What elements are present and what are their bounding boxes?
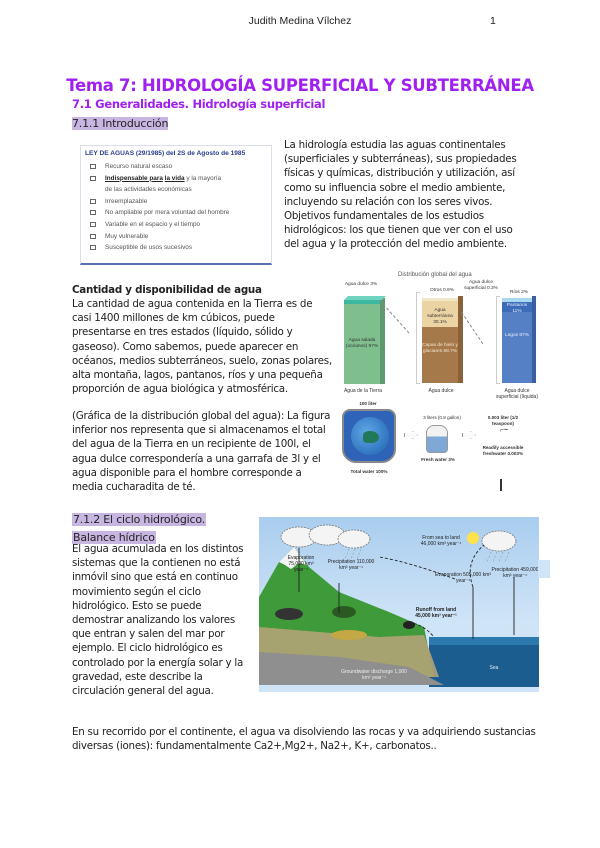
bar2-glaciares-segment — [422, 327, 458, 383]
bar3-bracket — [496, 296, 500, 384]
law-item: Susceptible de usos sucesivos — [85, 242, 267, 254]
jug-caption: Fresh water 3% — [421, 457, 455, 462]
checkbox-bullet-icon — [90, 176, 96, 181]
law-box-list — [85, 161, 267, 254]
bar1-side — [380, 298, 385, 384]
checkbox-bullet-icon — [90, 222, 96, 227]
figure-edge-tab — [538, 560, 550, 578]
law-item: Irreemplazable — [85, 196, 267, 208]
bar3-lagos-segment — [502, 312, 532, 383]
water-distribution-figure — [338, 268, 538, 500]
bar2-top-label: Otros 0.9% — [430, 288, 454, 293]
checkbox-bullet-icon — [90, 234, 96, 239]
precipitation-land-label: Precipitation 110,000 km³ year⁻¹ — [327, 559, 375, 571]
checkbox-bullet-icon — [90, 164, 96, 169]
bar3-lagos-label: Lagos 87% — [504, 333, 529, 338]
law-item-tail: y la mayoría — [184, 174, 222, 182]
hydrologic-cycle-figure — [259, 517, 539, 692]
bar3-pantanos-label: Pantanos 11% — [506, 303, 528, 314]
header-author: Judith Medina Vílchez — [248, 15, 352, 27]
bar1-top-label: Agua dulce 3% — [344, 282, 378, 287]
checkbox-bullet-icon — [90, 210, 96, 215]
cantidad-paragraph: La cantidad de agua contenida en la Tierra es de casi 1400 millones de km cúbicos, puede presentarse en tres estados (líquido, sólido y gaseoso). Como sabemos, puede aparecer en océanos, medios subterráneos, suelo, zonas polares, alta montaña, lagos, pantanos, ríos y una pequeña proporción de agua biológica y atmosférica. — [72, 298, 332, 396]
law-box-title: LEY DE AGUAS (29/1985) del 2S de Agosto de 1985 — [85, 150, 246, 157]
bar2-caption: Agua dulce — [428, 388, 454, 394]
section-heading-7-1: 7.1 Generalidades. Hidrología superficial — [72, 97, 326, 111]
bar2-side — [458, 296, 463, 383]
bar3-top-label: Ríos 2% — [509, 290, 529, 295]
checkbox-bullet-icon — [90, 245, 96, 250]
groundwater-label: Groundwater discharge 1,000 km³ year⁻¹ — [341, 669, 407, 681]
evaporation-land-label: Evaporation 75,000 km³ year⁻¹ — [287, 555, 315, 573]
bar2-bracket — [416, 292, 420, 384]
precipitation-sea-label: Precipitation 459,000 km³ year⁻¹ — [491, 567, 539, 579]
ley-de-aguas-figure — [80, 145, 272, 265]
bar1-inner-label: Agua salada (océanos) 97% — [345, 338, 379, 349]
tank-caption: Total water 100% — [350, 469, 388, 474]
globe-icon — [351, 417, 389, 455]
section-heading-7-1-2-line1: 7.1.2 El ciclo hidrológico. — [73, 513, 205, 526]
teaspoon-icon: ⌐~ — [499, 427, 509, 434]
arrow-right-icon — [462, 431, 476, 439]
ciclo-paragraph: El agua acumulada en los distintos sistemas que la contienen no está inmóvil sino que está en continuo movimiento según el ciclo hidrológico. Esto se puede demostrar analizando los valores que entran y salen del mar por ejemplo. El ciclo hidrológico es controlado por la energía solar y la gravedad, este describe la circulación general del agua. — [72, 543, 244, 698]
bar3-caption: Agua dulce superficial (líquida) — [496, 388, 538, 400]
section-heading-7-1-1-text: 7.1.1 Introducción — [72, 117, 169, 130]
final-paragraph: En su recorrido por el continente, el agua va disolviendo las rocas y va adquiriendo sustancias diversas (iones): fundamentalmente Ca2+,Mg2+, Na2+, K+, carbonatos.. — [72, 726, 536, 753]
intro-paragraph: La hidrología estudia las aguas continentales (superficiales y subterráneas), sus propiedades físicas y químicas, distribución y utilización, así como su influencia sobre el medio ambiente, incluyendo su relación con los seres vivos. Objetivos fundamentales de los estudios hidrológicos: los que tienen que ver con el uso del agua y la protección del medio ambiente. — [284, 139, 517, 251]
section-heading-7-1-1 — [72, 112, 168, 131]
tank-label: 100 liter — [359, 401, 377, 406]
checkbox-bullet-icon — [90, 199, 96, 204]
bar2-side-label: Agua dulce superficial 0.3% — [464, 280, 498, 291]
law-item: No ampliable por mera voluntad del hombre — [85, 207, 267, 219]
bar1-caption: Agua de la Tierra — [343, 388, 383, 394]
evaporation-sea-label: Evaporation 505,000 km³ year⁻¹ — [435, 572, 491, 584]
bar2-mid-label: Agua subterránea 30.1% — [427, 308, 453, 325]
water-tank-globe — [342, 409, 396, 463]
arrow-right-icon — [404, 431, 418, 439]
law-item: Recurso natural escaso — [85, 161, 267, 173]
cantidad-heading: Cantidad y disponibilidad de agua — [72, 284, 262, 296]
law-item: Muy vulnerable — [85, 231, 267, 243]
section-heading-7-1-2 — [72, 510, 206, 546]
document-title: Tema 7: HIDROLOGÍA SUPERFICIAL Y SUBTERRÁNEA — [66, 76, 534, 95]
law-item: Indispensable para la vida y la mayoría — [85, 173, 267, 185]
spoon-label: 0.003 liter (1/2 teaspoon) — [487, 415, 519, 426]
spoon-caption: Readily accessible freshwater 0.003% — [482, 445, 524, 456]
runoff-label: Runoff from land 45,000 km³ year⁻¹ — [415, 607, 457, 619]
jug-label: 3 liters (0.8 gallon) — [423, 415, 461, 420]
marker-line — [500, 479, 502, 491]
grafica-paragraph: (Gráfica de la distribución global del agua): La figura inferior nos representa que si almacenamos el total del agua de la Tierra en un recipiente de 100l, el agua dulce correspondería a una garrafa de 3l y el agua disponible para el hombre corresponde a media cucharadita de té. — [72, 410, 331, 494]
figure-title: Distribución global del agua — [398, 272, 472, 278]
bar2-bottom-label: Capas de hielo y glaciares 68.7% — [422, 343, 458, 354]
bar3-side — [532, 296, 536, 383]
law-item: Variable en el espacio y el tiempo — [85, 219, 267, 231]
section-heading-7-1-2-line2: Balance hídrico — [73, 531, 155, 544]
water-containers-illustration — [338, 401, 538, 496]
page-number: 1 — [490, 15, 496, 27]
sea-to-land-label: From sea to land 46,000 km³ year⁻¹ — [420, 535, 462, 547]
connector-line — [461, 312, 483, 344]
land-shape — [363, 431, 379, 443]
sea-label: Sea — [489, 665, 499, 671]
law-item-continuation: de las actividades económicas — [105, 186, 192, 194]
jug-icon — [426, 425, 448, 453]
